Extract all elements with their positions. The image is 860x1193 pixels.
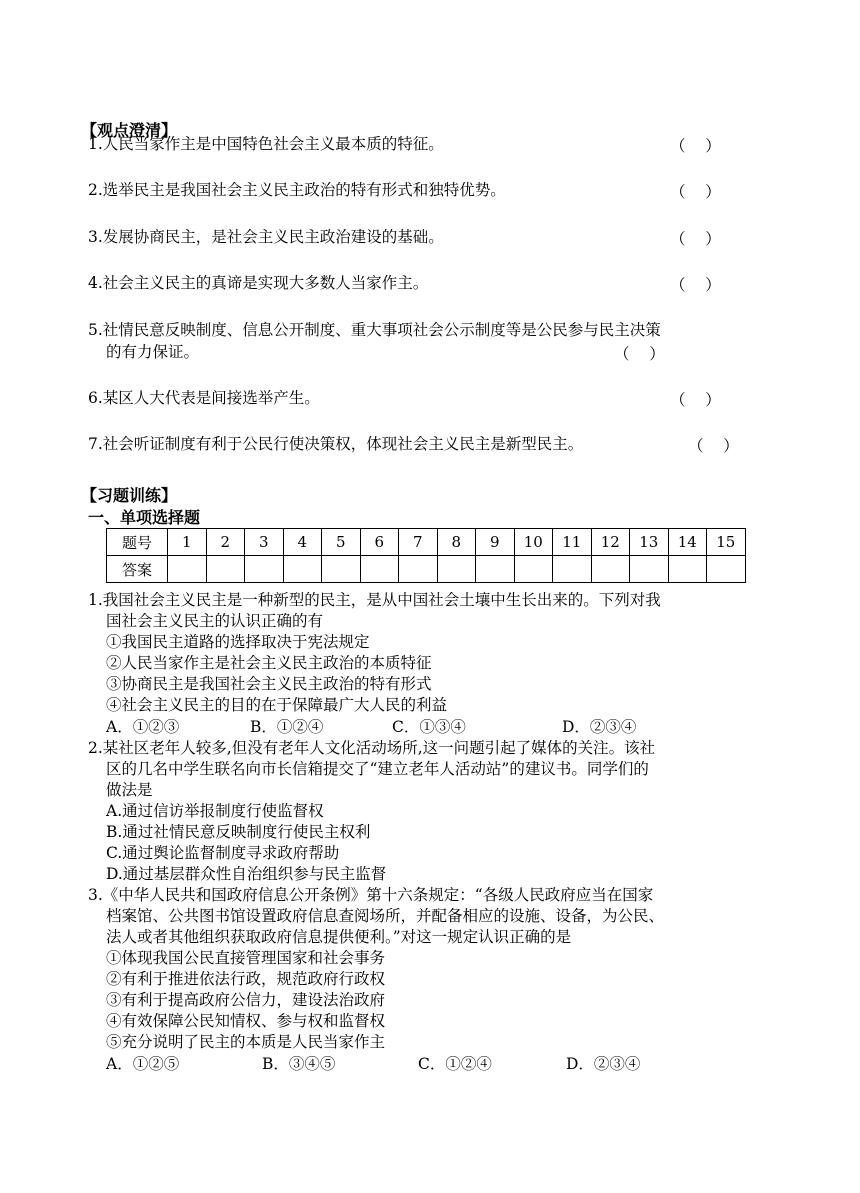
question-1-option-d[interactable]: D．②③④: [562, 718, 637, 736]
answer-paren-5: （ ）: [614, 345, 665, 363]
table-number: 8: [437, 529, 476, 556]
table-number: 4: [283, 529, 322, 556]
table-number: 12: [591, 529, 630, 556]
answer-cell[interactable]: [707, 556, 746, 583]
answer-cell[interactable]: [399, 556, 438, 583]
question-3-statement-3: ③有利于提高政府公信力，建设法治政府: [106, 991, 386, 1009]
question-3-statement-4: ④有效保障公民知情权、参与权和监督权: [106, 1012, 386, 1030]
question-3-statement-2: ②有利于推进依法行政，规范政府行政权: [106, 970, 386, 988]
table-number: 9: [476, 529, 515, 556]
answer-table-number-row: [107, 529, 746, 556]
answer-paren-7: （ ）: [688, 437, 739, 455]
answer-cell[interactable]: [630, 556, 669, 583]
viewpoint-item-1: 1.人民当家作主是中国特色社会主义最本质的特征。: [88, 135, 444, 153]
question-1-statement-3: ③协商民主是我国社会主义民主政治的特有形式: [106, 675, 432, 693]
answer-paren-1: （ ）: [670, 137, 721, 155]
question-3-option-a[interactable]: A．①②⑤: [106, 1055, 180, 1073]
section-subtitle-choice: 一、单项选择题: [88, 508, 201, 527]
question-1-options: [106, 717, 636, 738]
table-label-number: 题号: [107, 529, 168, 556]
question-2-line-3: 做法是: [106, 781, 153, 799]
viewpoint-item-5-cont: 的有力保证。: [106, 343, 200, 361]
answer-cell[interactable]: [668, 556, 707, 583]
question-2-option-a[interactable]: A.通过信访举报制度行使监督权: [106, 802, 324, 820]
answer-cell[interactable]: [245, 556, 284, 583]
table-number: 10: [514, 529, 553, 556]
answer-cell[interactable]: [514, 556, 553, 583]
answer-cell[interactable]: [476, 556, 515, 583]
answer-cell[interactable]: [322, 556, 361, 583]
section-title-viewpoint: 【观点澄清】: [81, 121, 178, 140]
viewpoint-item-5: 5.社情民意反映制度、信息公开制度、重大事项社会公示制度等是公民参与民主决策: [88, 321, 661, 339]
question-3-line-3: 法人或者其他组织获取政府信息提供便利。”对这一规定认识正确的是: [106, 928, 572, 946]
question-3-line-2: 档案馆、公共图书馆设置政府信息查阅场所，并配备相应的设施、设备，为公民、: [106, 907, 665, 925]
table-number: 1: [168, 529, 207, 556]
question-1-statement-4: ④社会主义民主的目的在于保障最广大人民的利益: [106, 696, 448, 714]
question-1-option-b[interactable]: B．①②④: [250, 718, 324, 736]
question-1-option-a[interactable]: A．①②③: [106, 718, 180, 736]
answer-cell[interactable]: [168, 556, 207, 583]
question-3-option-d[interactable]: D．②③④: [566, 1055, 641, 1073]
question-3-statement-5: ⑤充分说明了民主的本质是人民当家作主: [106, 1033, 386, 1051]
answer-cell[interactable]: [360, 556, 399, 583]
viewpoint-item-6: 6.某区人大代表是间接选举产生。: [88, 389, 320, 407]
table-number: 6: [360, 529, 399, 556]
answer-cell[interactable]: [591, 556, 630, 583]
question-1-option-c[interactable]: C．①③④: [392, 718, 466, 736]
answer-table-answer-row: [107, 556, 746, 583]
question-3-option-c[interactable]: C．①②④: [418, 1055, 492, 1073]
viewpoint-item-3: 3.发展协商民主，是社会主义民主政治建设的基础。: [88, 228, 444, 246]
answer-cell[interactable]: [206, 556, 245, 583]
question-1-statement-2: ②人民当家作主是社会主义民主政治的本质特征: [106, 654, 432, 672]
question-2-option-d[interactable]: D.通过基层群众性自治组织参与民主监督: [106, 865, 387, 883]
question-3-line-1: 3.《中华人民共和国政府信息公开条例》第十六条规定：“各级人民政府应当在国家: [88, 886, 654, 904]
answer-table: [106, 528, 746, 583]
viewpoint-item-7: 7.社会听证制度有利于公民行使决策权，体现社会主义民主是新型民主。: [88, 435, 584, 453]
question-2-line-2: 区的几名中学生联名向市长信箱提交了“建立老年人活动站”的建议书。同学们的: [106, 760, 649, 778]
table-label-answer: 答案: [107, 556, 168, 583]
table-number: 5: [322, 529, 361, 556]
answer-cell[interactable]: [283, 556, 322, 583]
section-title-exercise: 【习题训练】: [81, 486, 178, 505]
answer-paren-2: （ ）: [670, 183, 721, 201]
question-3-options: [106, 1054, 640, 1075]
question-2-option-c[interactable]: C.通过舆论监督制度寻求政府帮助: [106, 844, 340, 862]
answer-cell[interactable]: [437, 556, 476, 583]
question-2-option-b[interactable]: B.通过社情民意反映制度行使民主权利: [106, 823, 371, 841]
table-number: 13: [630, 529, 669, 556]
viewpoint-item-2: 2.选举民主是我国社会主义民主政治的特有形式和独特优势。: [88, 181, 506, 199]
answer-cell[interactable]: [553, 556, 592, 583]
question-2-line-1: 2.某社区老年人较多,但没有老年人文化活动场所,这一问题引起了媒体的关注。该社: [88, 739, 656, 757]
table-number: 14: [668, 529, 707, 556]
table-number: 11: [553, 529, 592, 556]
question-1-line-1: 1.我国社会主义民主是一种新型的民主，是从中国社会土壤中生长出来的。下列对我: [88, 591, 661, 609]
table-number: 3: [245, 529, 284, 556]
answer-paren-4: （ ）: [670, 276, 721, 294]
question-3-option-b[interactable]: B．③④⑤: [262, 1055, 336, 1073]
answer-paren-6: （ ）: [670, 391, 721, 409]
question-1-line-2: 国社会主义民主的认识正确的有: [106, 612, 324, 630]
viewpoint-item-4: 4.社会主义民主的真谛是实现大多数人当家作主。: [88, 274, 429, 292]
table-number: 15: [707, 529, 746, 556]
answer-paren-3: （ ）: [670, 230, 721, 248]
table-number: 2: [206, 529, 245, 556]
table-number: 7: [399, 529, 438, 556]
question-1-statement-1: ①我国民主道路的选择取决于宪法规定: [106, 633, 370, 651]
question-3-statement-1: ①体现我国公民直接管理国家和社会事务: [106, 949, 386, 967]
